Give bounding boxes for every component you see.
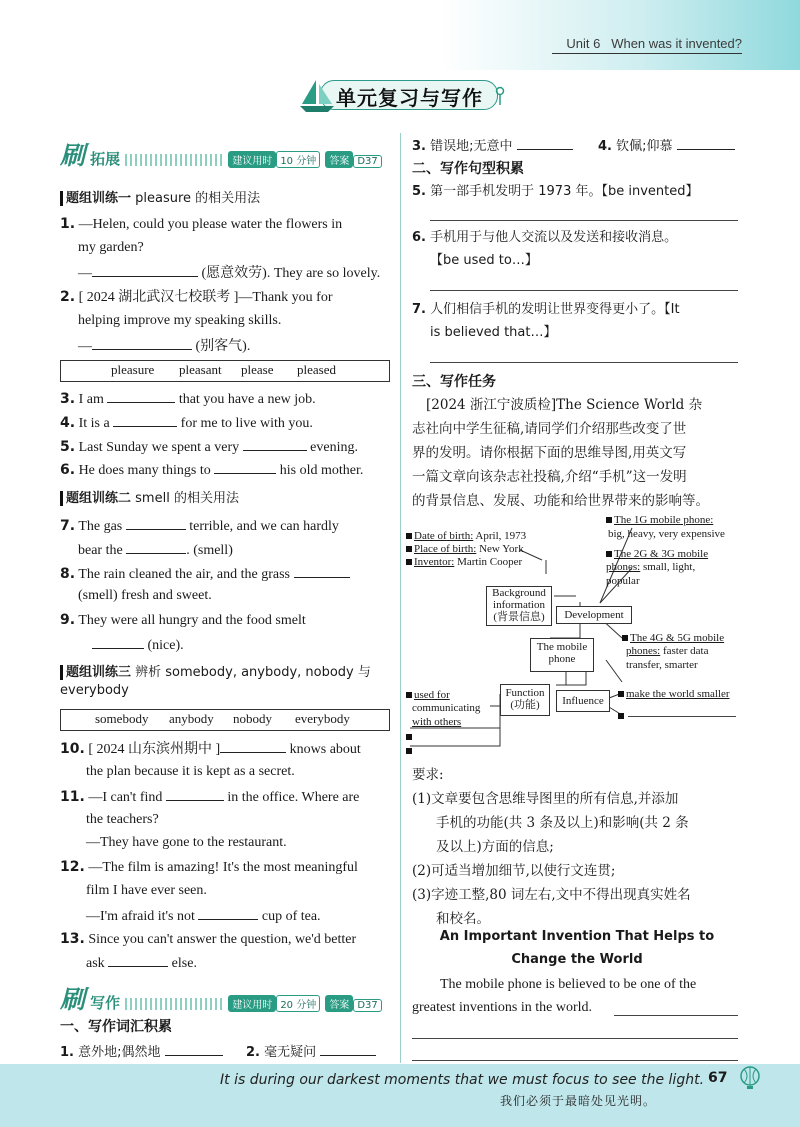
mm-2g3g-desc-2: popular	[606, 575, 640, 587]
group-heading-2: 题组训练二 smell 的相关用法	[60, 487, 239, 506]
task-line-2: 志社向中学生征稿,请同学们介绍那些改变了世	[412, 421, 687, 437]
question-9-line-1: 9. They were all hungry and the food smelt	[60, 612, 306, 628]
mm-4g5g-desc: phones: faster data	[626, 645, 709, 657]
banner-writing	[60, 980, 390, 1014]
mm-influence-1: make the world smaller	[618, 688, 730, 701]
unit-header	[566, 36, 742, 51]
banner-extension	[60, 136, 390, 170]
mm-place-of-birth: Place of birth: New York	[406, 543, 524, 556]
sailboat-icon	[298, 78, 338, 114]
answer-blank[interactable]	[198, 905, 258, 920]
sentence-7-line-1: 7. 人们相信手机的发明让世界变得更小了。【It	[412, 302, 680, 317]
answer-blank[interactable]	[113, 412, 177, 427]
writing-line[interactable]	[430, 362, 738, 363]
answer-blank[interactable]	[243, 436, 307, 451]
mm-influence-blank[interactable]	[628, 716, 736, 717]
answer-blank[interactable]	[92, 335, 192, 350]
requirement-3-line-1: (3)字迹工整,80 词左右,文中不得出现真实姓名	[412, 887, 691, 903]
requirement-2: (2)可适当增加细节,以使行文连贯;	[412, 863, 616, 879]
answer-blank[interactable]	[220, 738, 286, 753]
page-number: 67	[708, 1070, 728, 1086]
mm-influence-2	[618, 710, 626, 723]
section-task-heading: 三、写作任务	[412, 374, 496, 390]
question-12-line-3: —I'm afraid it's not cup of tea.	[86, 905, 321, 927]
mm-1g-desc: big, heavy, very expensive	[608, 528, 725, 540]
question-8-line-1: 8. The rain cleaned the air, and the grass	[60, 563, 350, 585]
vocab-4: 4. 钦佩;仰慕	[598, 135, 735, 157]
vocab-3: 3. 错误地;无意中	[412, 135, 573, 157]
essay-line-1: The mobile phone is believed to be one of the	[440, 977, 697, 992]
requirement-3-line-2: 和校名。	[436, 911, 490, 927]
footer-quote-en: It is during our darkest moments that we must focus to see the light.	[220, 1072, 705, 1088]
question-2-line-1: 2. [ 2024 湖北武汉七校联考 ]—Thank you for	[60, 289, 333, 305]
mm-development-box: Development	[556, 606, 632, 624]
group-heading-1: 题组训练一 pleasure 的相关用法	[60, 187, 260, 206]
question-7-line-2: bear the . (smell)	[78, 539, 233, 561]
mm-background-box: Background information (背景信息)	[486, 586, 552, 626]
banner-stripes	[125, 154, 223, 166]
writing-line[interactable]	[412, 1038, 738, 1039]
answer-blank[interactable]	[126, 515, 186, 530]
balloon-icon	[738, 1066, 762, 1090]
footer-quote-cn: 我们必须于最暗处见光明。	[500, 1094, 657, 1108]
mm-inventor: Inventor: Martin Cooper	[406, 556, 522, 569]
section-vocab-heading: 一、写作词汇积累	[60, 1019, 172, 1035]
essay-title-line-2: Change the World	[511, 952, 643, 967]
sentence-6-line-1: 6. 手机用于与他人交流以及发送和接收消息。	[412, 230, 678, 245]
group-heading-3-cont: everybody	[60, 683, 129, 698]
answer-pill: 答案	[325, 995, 353, 1012]
question-2-line-2: helping improve my speaking skills.	[78, 313, 282, 328]
banner-stripes	[125, 998, 223, 1010]
question-5: 5. Last Sunday we spent a very evening.	[60, 436, 358, 458]
unit-topic: When was it invented?	[611, 36, 742, 51]
header-decoration	[0, 0, 800, 70]
question-10-line-1: 10. [ 2024 山东滨州期中 ] knows about	[60, 738, 361, 760]
word-bank-1: pleasure pleasant please pleased	[60, 360, 390, 382]
question-3: 3. I am that you have a new job.	[60, 388, 316, 410]
answer-blank[interactable]	[92, 262, 198, 277]
question-12-line-1: 12. —The film is amazing! It's the most meaningful	[60, 859, 358, 875]
question-4: 4. It is a for me to live with you.	[60, 412, 313, 434]
mm-date-of-birth: Date of birth: April, 1973	[406, 530, 526, 543]
question-9-line-2: (nice).	[92, 634, 184, 656]
answer-blank[interactable]	[294, 563, 350, 578]
question-1-line-2: my garden?	[78, 240, 144, 255]
mm-function-box: Function (功能)	[500, 684, 550, 716]
question-11-line-2: the teachers?	[86, 812, 159, 827]
time-value: 20 分钟	[276, 995, 320, 1012]
question-8-line-2: (smell) fresh and sweet.	[78, 588, 212, 603]
mm-function-3	[406, 745, 414, 758]
group-heading-3: 题组训练三 辨析 somebody, anybody, nobody 与	[60, 661, 371, 680]
mm-function-1b: communicating	[412, 702, 481, 714]
time-pill: 建议用时	[228, 995, 276, 1012]
question-11-line-3: —They have gone to the restaurant.	[86, 835, 287, 850]
essay-line-2: greatest inventions in the world.	[412, 1000, 593, 1015]
answer-blank[interactable]	[517, 135, 573, 150]
title-ornament-icon	[494, 86, 506, 106]
question-6: 6. He does many things to his old mother.	[60, 459, 363, 481]
question-13-line-2: ask else.	[86, 952, 197, 974]
writing-line[interactable]	[430, 290, 738, 291]
answer-blank[interactable]	[677, 135, 735, 150]
answer-blank[interactable]	[166, 786, 224, 801]
banner-brush-glyph: 刷	[60, 985, 86, 1014]
time-pill: 建议用时	[228, 151, 276, 168]
question-12-line-2: film I have ever seen.	[86, 883, 207, 898]
answer-blank[interactable]	[320, 1041, 376, 1056]
answer-blank[interactable]	[92, 634, 144, 649]
sentence-5: 5. 第一部手机发明于 1973 年。【be invented】	[412, 184, 699, 199]
banner-brush-glyph: 刷	[60, 141, 86, 170]
mm-function-2	[406, 731, 414, 744]
task-line-1: [2024 浙江宁波质检]The Science World 杂	[426, 397, 703, 413]
mm-4g5g-desc-2: transfer, smarter	[626, 659, 698, 671]
page-title: 单元复习与写作	[336, 86, 483, 110]
header-rule	[552, 53, 742, 54]
word-bank-2: somebody anybody nobody everybody	[60, 709, 390, 731]
question-10-line-2: the plan because it is kept as a secret.	[86, 764, 295, 779]
answer-blank[interactable]	[165, 1041, 223, 1056]
mm-influence-box: Influence	[556, 690, 610, 712]
requirement-1-line-2: 手机的功能(共 3 条及以上)和影响(共 2 条	[436, 815, 689, 831]
task-line-5: 的背景信息、发展、功能和给世界带来的影响等。	[412, 493, 709, 509]
requirements-heading: 要求:	[412, 767, 444, 783]
answer-value: D37	[353, 999, 381, 1012]
mm-1g: The 1G mobile phone:	[606, 514, 713, 527]
vocab-1: 1. 意外地;偶然地	[60, 1041, 223, 1063]
banner-label: 拓展	[90, 150, 121, 168]
requirement-1-line-3: 及以上)方面的信息;	[436, 839, 554, 855]
requirement-1-line-1: (1)文章要包含思维导图里的所有信息,并添加	[412, 791, 679, 807]
writing-line[interactable]	[430, 220, 738, 221]
answer-pill: 答案	[325, 151, 353, 168]
mm-function-1c: with others	[412, 716, 462, 728]
question-1-line-1: 1. —Helen, could you please water the flowers in	[60, 216, 343, 232]
time-value: 10 分钟	[276, 151, 320, 168]
answer-blank[interactable]	[126, 539, 186, 554]
page-title-block	[298, 78, 504, 112]
answer-blank[interactable]	[214, 459, 276, 474]
answer-value: D37	[353, 155, 381, 168]
task-line-3: 界的发明。请你根据下面的思维导图,用英文写	[412, 445, 687, 461]
question-13-line-1: 13. Since you can't answer the question, we'd better	[60, 931, 357, 947]
mm-2g3g: The 2G & 3G mobile	[606, 548, 708, 561]
unit-label: Unit 6	[566, 36, 601, 51]
essay-title-line-1: An Important Invention That Helps to	[439, 929, 715, 944]
mm-2g3g-desc: phones: small, light,	[606, 561, 696, 573]
banner-label: 写作	[90, 994, 121, 1012]
sentence-7-line-2: is believed that…】	[430, 325, 557, 340]
question-1-line-3: — (愿意效劳). They are so lovely.	[78, 262, 380, 284]
question-11-line-1: 11. —I can't find in the office. Where are	[60, 786, 359, 808]
task-line-4: 一篇文章向该杂志社投稿,介绍“手机”这一发明	[412, 469, 687, 485]
question-7-line-1: 7. The gas terrible, and we can hardly	[60, 515, 339, 537]
question-2-line-3: — (别客气).	[78, 335, 250, 357]
mm-center-box: The mobile phone	[530, 638, 594, 672]
vocab-2: 2. 毫无疑问	[246, 1041, 376, 1063]
writing-line[interactable]	[614, 1015, 738, 1016]
mm-function-1: used for	[406, 689, 450, 702]
mm-4g5g: The 4G & 5G mobile	[622, 632, 724, 645]
writing-line[interactable]	[412, 1060, 738, 1061]
answer-blank[interactable]	[107, 388, 175, 403]
sentence-6-line-2: 【be used to…】	[430, 253, 538, 268]
answer-blank[interactable]	[108, 952, 168, 967]
section-sentence-heading: 二、写作句型积累	[412, 161, 524, 177]
